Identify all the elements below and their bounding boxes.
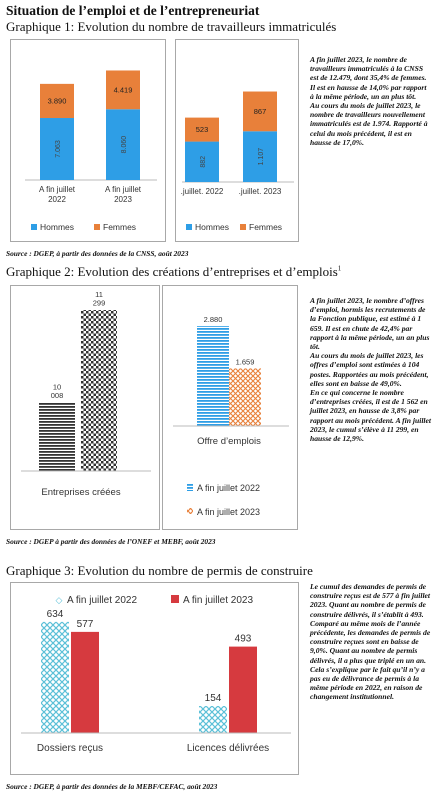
legend-label: A fin juillet 2023	[183, 595, 254, 606]
chart3-box	[10, 582, 299, 775]
legend-swatch	[171, 595, 179, 603]
data-label: 1.659	[235, 357, 255, 367]
bar-offres-1	[229, 368, 261, 426]
bar-permis	[199, 706, 227, 733]
chart2a-box	[10, 285, 160, 530]
chart1-title: Graphique 1: Evolution du nombre de travailleurs immatriculés	[6, 19, 337, 34]
section2-paragraph: A fin juillet 2023, le nombre d’offres d’emploi, hormis les recrutements de la Fonction publique, est estimé à 1 659. Il est en chute de 42,4% par rapport à la même période, un an plus tôt.	[310, 296, 430, 352]
section2-source: Source : DGEP à partir des données de l’ONEF et MEBF, août 2023	[6, 537, 216, 546]
legend-swatch	[94, 224, 100, 230]
chart2b-svg	[163, 286, 299, 531]
section2-paragraph: En ce qui concerne le nombre d’entreprises créées, il est de 1 562 en juillet 2023, en hausse de 3,8% par rapport au mois précédent. A fin juillet 2023, le cumul s’élève à 11 299, en hausse de 12,9%.	[310, 388, 432, 444]
legend-label: Femmes	[249, 222, 283, 232]
category-label: Offre d’emplois	[197, 436, 261, 447]
chart2b-box	[162, 285, 298, 530]
chart2-title	[6, 264, 341, 280]
bar-permis	[229, 647, 257, 733]
data-label: 2.880	[203, 315, 223, 324]
data-label: 4.419	[113, 85, 133, 95]
data-label: 10 008	[50, 382, 64, 400]
chart1b-svg	[176, 40, 300, 243]
category-label: .juillet. 2022	[180, 187, 224, 196]
legend-label: A fin juillet 2022	[197, 483, 261, 493]
section1-paragraph: Au cours du mois de juillet 2023, le nombre de travailleurs nouvellement immatriculés est de 1.974. Rapporté à celui du mois précédent, il est en hausse de 17,0%.	[310, 101, 428, 147]
legend-swatch	[186, 224, 192, 230]
footnote-mark: 1	[337, 264, 342, 273]
bar-permis	[41, 622, 69, 733]
data-label: 3.890	[47, 96, 67, 106]
legend-swatch-icon: ◇	[55, 595, 63, 605]
data-label: 7.063	[55, 140, 62, 158]
legend-swatch	[240, 224, 246, 230]
data-label: 882	[200, 155, 207, 168]
category-label: 2022	[48, 195, 66, 204]
legend-swatch	[31, 224, 37, 230]
chart1b-box	[175, 39, 299, 242]
chart3-title: Graphique 3: Evolution du nombre de permis de construire	[6, 563, 313, 578]
category-label: A fin juillet	[104, 185, 142, 194]
category-label: A fin juillet	[38, 185, 76, 194]
data-label: 634	[46, 608, 64, 620]
legend-label: Hommes	[195, 222, 230, 232]
data-label: 493	[234, 633, 252, 645]
section2-text	[310, 296, 432, 443]
legend-label: Femmes	[103, 222, 137, 232]
category-label: Dossiers reçus	[36, 743, 104, 754]
chart1a-svg	[11, 40, 167, 243]
category-label: .juillet. 2023	[238, 187, 282, 196]
data-label: 11 299	[92, 290, 106, 308]
section3-source: Source : DGEP, à partir des données de la MEBF/CEFAC, août 2023	[6, 782, 218, 791]
section2-paragraph: Au cours du mois de juillet 2023, les offres d’emploi sont estimées à 104 postes. Rapportées au mois précédent, elles sont en baisse de 49,0%.	[310, 351, 429, 388]
data-label: 577	[76, 618, 94, 630]
category-label: 2023	[114, 195, 132, 204]
section3-paragraph: Le cumul des demandes de permis de construire reçus est de 577 à fin juillet 2023. Quant au nombre de permis de construire délivrés, il s’établit à 493. Comparé au même mois de l’année précédente, les demandes de permis de construire reçues sont en baisse de 9,0%. Quant au nombre de permis délivrés, il a plus que triplé en un an. Cela s’explique par le fait qu’il n’y a pas eu de délivrance de permis à la même période en 2022, en raison de changement institutionnel.	[310, 582, 431, 702]
chart3-svg	[11, 583, 300, 776]
section1-paragraph: A fin juillet 2023, le nombre de travailleurs immatriculés à la CNSS est de 12.479, dont 35,4% de femmes. Il est en hausse de 14,0% par rapport à la même période, un an plus tôt.	[310, 55, 427, 101]
legend-label: A fin juillet 2023	[197, 507, 261, 517]
legend-swatch	[187, 484, 193, 491]
page-title: Situation de l’emploi et de l’entrepreneuriat	[6, 3, 260, 18]
legend-label: A fin juillet 2022	[67, 595, 138, 606]
bar-offres-0	[197, 326, 229, 426]
category-label: Entreprises créées	[41, 487, 121, 498]
data-label: 154	[204, 693, 222, 705]
chart2a-svg	[11, 286, 161, 531]
section1-text	[310, 55, 431, 147]
data-label: 867	[253, 106, 267, 116]
legend-swatch	[187, 508, 193, 514]
section3-text	[310, 582, 432, 702]
bar-entreprises-1	[81, 310, 117, 471]
data-label: 1.107	[258, 147, 265, 166]
chart1a-box	[10, 39, 166, 242]
section1-source: Source : DGEP, à partir des données de la CNSS, août 2023	[6, 249, 189, 258]
legend-label: Hommes	[40, 222, 75, 232]
data-label: 523	[195, 125, 209, 135]
bar-permis	[71, 632, 99, 733]
bar-entreprises-0	[39, 403, 75, 471]
data-label: 8.060	[121, 135, 128, 154]
category-label: Licences délivrées	[186, 743, 270, 754]
chart2-title-text: Graphique 2: Evolution des créations d’entreprises et d’emplois	[6, 264, 338, 279]
